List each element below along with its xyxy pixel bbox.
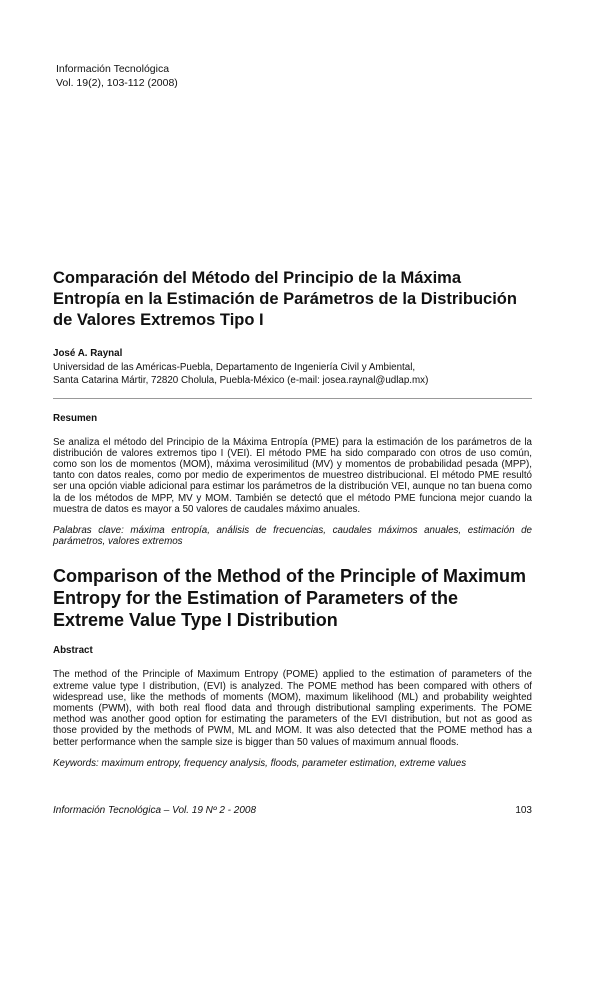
title-english: Comparison of the Method of the Principle of Maximum Entropy for the Estimation of Parameters of the Extreme Value Type I Distribution: [53, 566, 527, 631]
footer-journal: Información Tecnológica – Vol. 19 Nº 2 - 2008: [53, 804, 257, 816]
keywords: Keywords: maximum entropy, frequency analysis, floods, parameter estimation, extreme values: [53, 757, 467, 769]
page-content: [53, 0, 532, 817]
affiliation: Universidad de las Américas-Puebla, Departamento de Ingeniería Civil y Ambiental,: [53, 361, 416, 373]
affiliation-address: Santa Catarina Mártir, 72820 Cholula, Puebla-México (e-mail: josea.raynal@udlap.mx): [53, 375, 429, 386]
page-number: 103: [515, 804, 532, 816]
author-name: José A. Raynal: [53, 348, 123, 359]
abstract-text: The method of the Principle of Maximum Entropy (POME) applied to the estimation of parameters of the extreme value type I distribution, (EVI) is analyzed. The POME method has been compared with others of widespread use, like the methods of moments (MOM), maximum likelihood (ML) and probability weighted moments (PWM), with both real flood data and through distributional sampling experiments. The POME method was another good option for estimating the parameters of the EVI distribution, but not as good as those provided by the methods of PWM, ML and MOM. It was also detected that the POME method has a better performance when the sample size is bigger than 50 values of maximum annual floods.: [53, 669, 532, 748]
title-spanish: Comparación del Método del Principio de la Máxima Entropía en la Estimación de Parámetros de la Distribución de Valores Extremos Tipo I: [53, 269, 517, 329]
journal-header: [53, 62, 532, 90]
resumen-heading: Resumen: [53, 412, 98, 424]
abstract-heading: Abstract: [53, 645, 93, 657]
page-footer: [53, 805, 532, 817]
divider: [53, 398, 532, 399]
resumen-text: Se analiza el método del Principio de la Máxima Entropía (PME) para la estimación de los parámetros de la distribución de valores extremos tipo I (VEI). El método PME ha sido comparado con otros de uso común, como son los de momentos (MOM), máxima verosimilitud (MV) y momentos de probabilidad pesada (MPP), tanto con datos reales, como por medio de experimentos de muestreo distribucional. El método PME resultó ser una opción viable adicional para estimar los parámetros de la distribución VEI, aunque no tan buena como la de los métodos de MPP, MV y MOM. También se detectó que el método PME funciona mejor cuando la muestra de datos es mayor a 50 valores de caudales máximo anuales.: [53, 436, 532, 515]
journal-volume: Vol. 19(2), 103-112 (2008): [56, 77, 178, 89]
journal-name: Información Tecnológica: [56, 63, 170, 75]
palabras-clave: Palabras clave: máxima entropía, análisis de frecuencias, caudales máximos anuales, estimación de parámetros, valores extremos: [53, 524, 532, 548]
author-block: [53, 347, 532, 388]
